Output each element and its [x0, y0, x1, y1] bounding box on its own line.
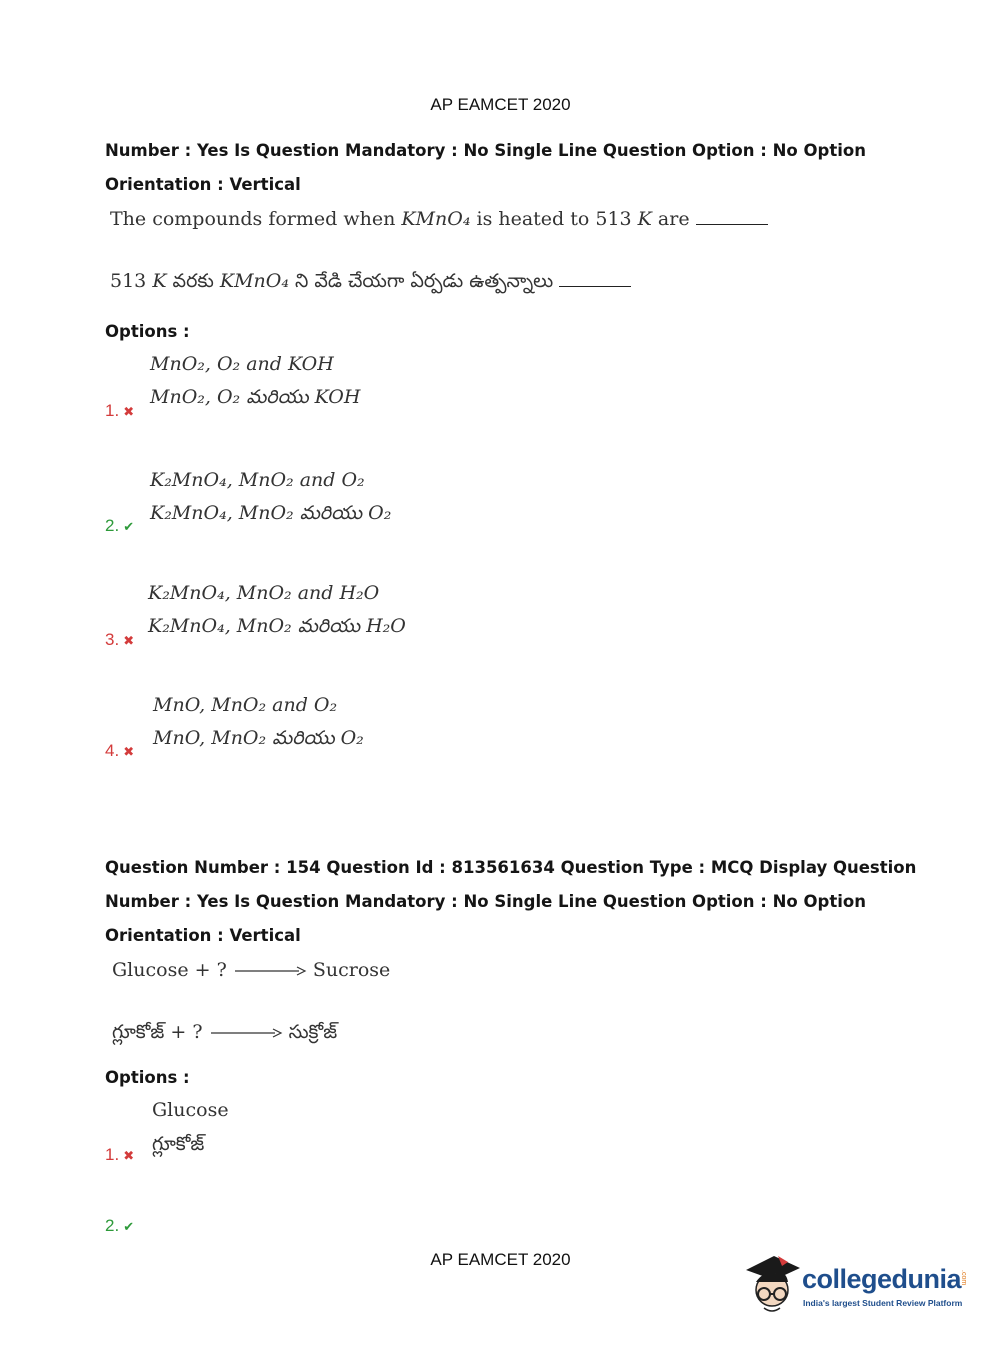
- question-formula: KMnO₄: [401, 208, 471, 230]
- question-text-part: ని వేడి చేయగా ఏర్పడు ఉత్పన్నాలు: [288, 270, 554, 292]
- question-equation-telugu: [112, 1021, 337, 1048]
- checkmark-icon: ✔: [123, 519, 135, 534]
- reaction-arrow-icon: [233, 965, 307, 977]
- option-number-label: 2.: [105, 1216, 120, 1235]
- question-text-part: The compounds formed when: [110, 208, 402, 230]
- option-text-english: MnO₂, O₂ and KOH: [150, 353, 334, 375]
- option-text-telugu: K₂MnO₄, MnO₂ మరియు O₂: [150, 502, 392, 524]
- options-heading: Options :: [105, 1068, 190, 1087]
- question-text-part: వరకు: [166, 270, 220, 292]
- logo-wordmark: collegedunia: [802, 1264, 962, 1294]
- option-number-label: 2.: [105, 516, 120, 535]
- cross-icon: ✖: [123, 1148, 135, 1163]
- option-number-label: 1.: [105, 1145, 120, 1164]
- option-number-label: 3.: [105, 630, 120, 649]
- question-meta-line: Number : Yes Is Question Mandatory : No Single Line Question Option : No Option: [105, 892, 866, 911]
- question-text-english: [110, 208, 768, 230]
- page-header-title: AP EAMCET 2020: [430, 95, 571, 114]
- option-number: [105, 630, 134, 650]
- question-unit: K: [637, 208, 652, 230]
- question-text-part: is heated to 513: [470, 208, 638, 230]
- option-text-telugu: K₂MnO₄, MnO₂ మరియు H₂O: [148, 615, 406, 637]
- option-number: [105, 1216, 134, 1236]
- cross-icon: ✖: [123, 404, 135, 419]
- cross-icon: ✖: [123, 633, 135, 648]
- question-meta-orientation: Orientation : Vertical: [105, 175, 301, 194]
- question-text-telugu: [110, 270, 631, 297]
- question-meta-line: Number : Yes Is Question Mandatory : No Single Line Question Option : No Option: [105, 141, 866, 160]
- reaction-arrow-icon: [209, 1027, 283, 1039]
- options-heading: Options :: [105, 322, 190, 341]
- question-equation-english: [112, 959, 390, 981]
- collegedunia-logo: [742, 1248, 968, 1318]
- question-formula: KMnO₄: [219, 270, 289, 292]
- equation-product: సుక్రోజ్: [288, 1021, 338, 1043]
- option-number: [105, 401, 134, 421]
- mascot-logo-icon: [742, 1248, 804, 1318]
- answer-blank: [696, 223, 768, 225]
- option-text-english: K₂MnO₄, MnO₂ and H₂O: [148, 582, 380, 604]
- question-text-part: 513: [110, 270, 153, 292]
- equation-product: Sucrose: [312, 959, 391, 981]
- option-text-english: Glucose: [152, 1099, 229, 1121]
- question-unit: K: [152, 270, 167, 292]
- option-text-telugu: గ్లూకోజ్: [152, 1133, 205, 1155]
- option-number-label: 1.: [105, 401, 120, 420]
- option-text-english: MnO, MnO₂ and O₂: [153, 694, 338, 716]
- option-number-label: 4.: [105, 741, 120, 760]
- option-number: [105, 1145, 134, 1165]
- equation-reactants: Glucose + ?: [112, 959, 227, 981]
- question-meta-line: Question Number : 154 Question Id : 813561634 Question Type : MCQ Display Question: [105, 858, 917, 877]
- question-meta-orientation: Orientation : Vertical: [105, 926, 301, 945]
- option-text-telugu: MnO, MnO₂ మరియు O₂: [153, 727, 364, 749]
- logo-tagline: India's largest Student Review Platform: [803, 1298, 963, 1308]
- question-text-part: are: [651, 208, 690, 230]
- equation-reactants: గ్లూకోజ్ + ?: [112, 1021, 203, 1043]
- option-text-telugu: MnO₂, O₂ మరియు KOH: [150, 386, 361, 408]
- option-number: [105, 741, 134, 761]
- cross-icon: ✖: [123, 744, 135, 759]
- page-footer-title: AP EAMCET 2020: [430, 1250, 571, 1269]
- option-text-english: K₂MnO₄, MnO₂ and O₂: [150, 469, 365, 491]
- checkmark-icon: ✔: [123, 1219, 135, 1234]
- option-number: [105, 516, 134, 536]
- answer-blank: [559, 285, 631, 287]
- logo-domain-suffix: .com: [960, 1270, 967, 1286]
